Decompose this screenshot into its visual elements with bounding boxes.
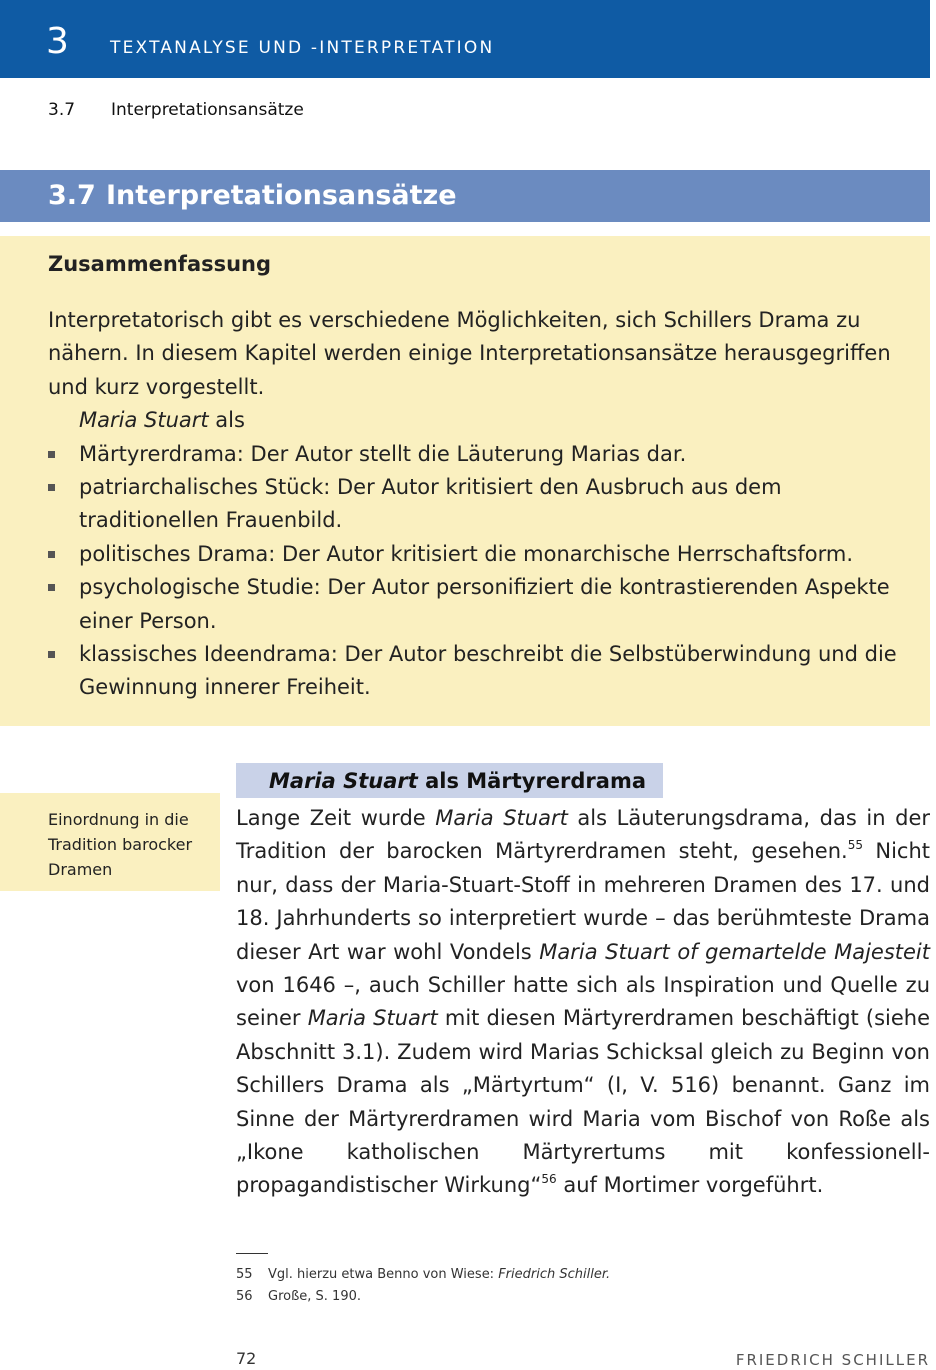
summary-heading: Zusammenfassung bbox=[48, 252, 272, 276]
footnote-text: Vgl. hierzu etwa Benno von Wiese: bbox=[268, 1267, 499, 1282]
body-text-run: auf Mortimer vorgeführt. bbox=[556, 1173, 824, 1198]
subsection-heading-rest: als Märtyrerdrama bbox=[417, 769, 647, 793]
section-number: 3.7 bbox=[48, 180, 96, 211]
subsection-number: 3.7 bbox=[48, 100, 76, 120]
chapter-number: 3 bbox=[46, 21, 69, 62]
footnote bbox=[236, 1266, 610, 1284]
body-text-run: Nicht nur, dass der Maria-Stuart-Stoff in mehreren Dramen des 17. und 18. Jahrhunderts so interpretiert wurde – das berühmteste Drama dieser Art war wohl Vondels bbox=[236, 839, 930, 964]
subsection-title: Interpretationsansätze bbox=[111, 100, 304, 120]
margin-note: Einordnung in die Tradition barocker Dramen bbox=[48, 810, 193, 879]
margin-note-box bbox=[0, 793, 220, 891]
subsection-title-bar bbox=[236, 763, 663, 798]
footnote-italic: Friedrich Schiller. bbox=[498, 1267, 611, 1282]
summary-list-item: patriarchalisches Stück: Der Autor kritisiert den Ausbruch aus dem traditionellen Frauenbild. bbox=[48, 471, 918, 538]
body-italic-title: Maria Stuart bbox=[435, 806, 568, 830]
summary-paragraph: Interpretatorisch gibt es verschiedene Möglichkeiten, sich Schillers Drama zu nähern. In diesem Kapitel werden einige Interpretationsansätze herausgegriffen und kurz vorgestellt. bbox=[48, 308, 891, 399]
footnote-number: 55 bbox=[236, 1267, 253, 1282]
summary-text bbox=[48, 304, 918, 705]
summary-intro-rest: als bbox=[208, 408, 245, 433]
summary-list-item: psychologische Studie: Der Autor personifiziert die kontrastierenden Aspekte einer Person. bbox=[48, 571, 918, 638]
running-footer: FRIEDRICH SCHILLER bbox=[735, 1351, 930, 1369]
summary-intro bbox=[48, 404, 918, 437]
footnote-divider bbox=[236, 1253, 268, 1254]
body-text-run: von 1646 –, auch Schiller hatte sich als Inspiration und Quelle zu seiner bbox=[236, 973, 930, 1031]
subsection-heading bbox=[269, 766, 646, 796]
body-paragraph bbox=[236, 802, 930, 1203]
subsection-heading-italic: Maria Stuart bbox=[269, 769, 418, 793]
body-text-run: als Läuterungsdrama, das in der Tradition der barocken Märtyrerdramen steht, gesehen. bbox=[236, 806, 931, 864]
body-italic-title: Maria Stuart bbox=[307, 1006, 438, 1031]
footnote-text: Große, S. 190. bbox=[268, 1289, 361, 1304]
chapter-header-bar bbox=[0, 0, 930, 78]
footnote bbox=[236, 1288, 361, 1306]
summary-list bbox=[48, 438, 918, 705]
footnote-ref[interactable]: 56 bbox=[541, 1172, 557, 1187]
body-italic-title: Maria Stuart of gemartelde Majesteit bbox=[539, 939, 930, 964]
section-title-bar bbox=[0, 170, 930, 222]
body-text-run: Lange Zeit wurde bbox=[236, 806, 436, 830]
body-text-run: mit diesen Märtyrerdramen beschäftigt (siehe Abschnitt 3.1). Zudem wird Marias Schicksal gleich zu Beginn von Schillers Drama als „Märtyrtum“ (I, V. 516) benannt. Ganz im Sinne der Märtyrerdramen wird Maria vom Bischof von Roße als „Ikone katholischen Märtyrertums mit konfessionell-propagandistischer Wirkung“ bbox=[236, 1006, 930, 1198]
summary-list-item: politisches Drama: Der Autor kritisiert die monarchische Herrschaftsform. bbox=[48, 538, 918, 571]
summary-intro-title: Maria Stuart bbox=[79, 408, 209, 433]
chapter-title: TEXTANALYSE UND -INTERPRETATION bbox=[110, 38, 495, 58]
summary-list-item: klassisches Ideendrama: Der Autor beschreibt die Selbstüberwindung und die Gewinnung innerer Freiheit. bbox=[48, 638, 918, 705]
summary-list-item: Märtyrerdrama: Der Autor stellt die Läuterung Marias dar. bbox=[48, 438, 918, 471]
section-title: Interpretationsansätze bbox=[106, 180, 457, 211]
footnote-number: 56 bbox=[236, 1289, 253, 1304]
summary-box bbox=[0, 236, 930, 726]
page-number: 72 bbox=[236, 1349, 257, 1368]
footnote-ref[interactable]: 55 bbox=[847, 838, 863, 853]
